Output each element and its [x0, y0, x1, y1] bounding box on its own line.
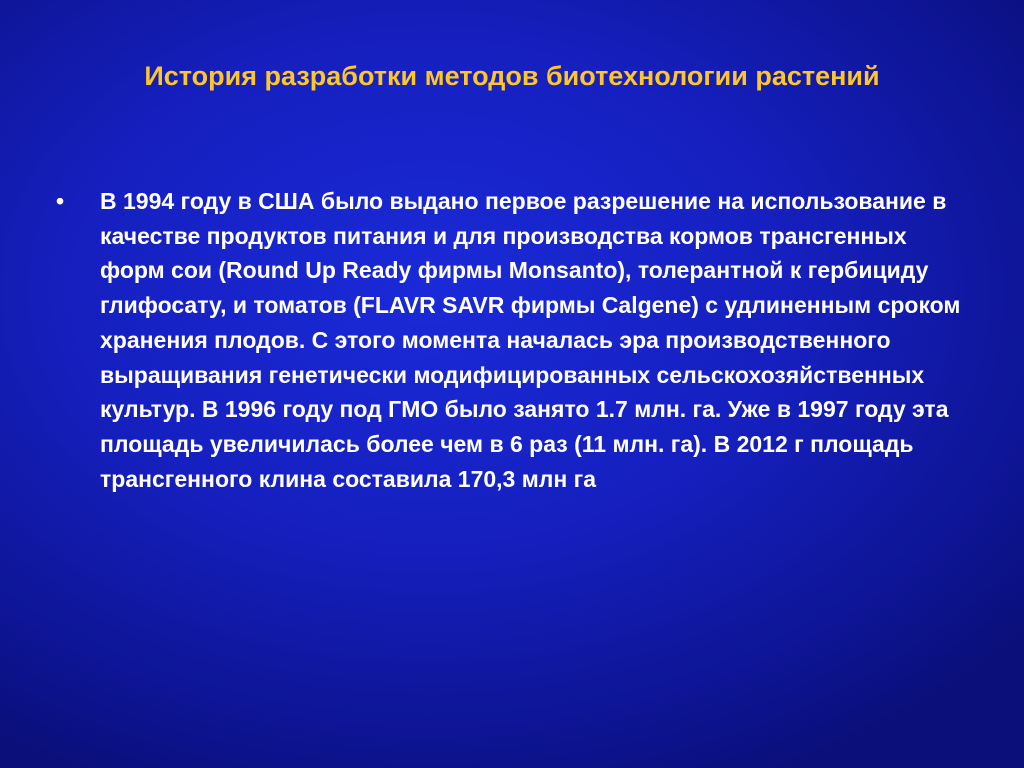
slide-title: История разработки методов биотехнологии растений — [144, 61, 880, 91]
bullet-text: В 1994 году в США было выдано первое разрешение на использование в качестве продуктов питания и для производства кормов трансгенных форм сои (Round Up Ready фирмы Monsanto), толерантной к гербициду глифосату, и томатов (FLAVR SAVR фирмы Calgene) с удлиненным сроком хранения плодов. С этого момента началась эра производственного выращивания генетически модифицированных сельскохозяйственных культур. В 1996 году под ГМО было занято 1.7 млн. га. Уже в 1997 году эта площадь увеличилась более чем в 6 раз (11 млн. га). В 2012 г площадь трансгенного клина составила 170,3 млн га — [100, 188, 961, 492]
bullet-list — [56, 184, 976, 496]
bullet-marker: • — [56, 188, 65, 214]
bullet-item — [56, 184, 976, 496]
